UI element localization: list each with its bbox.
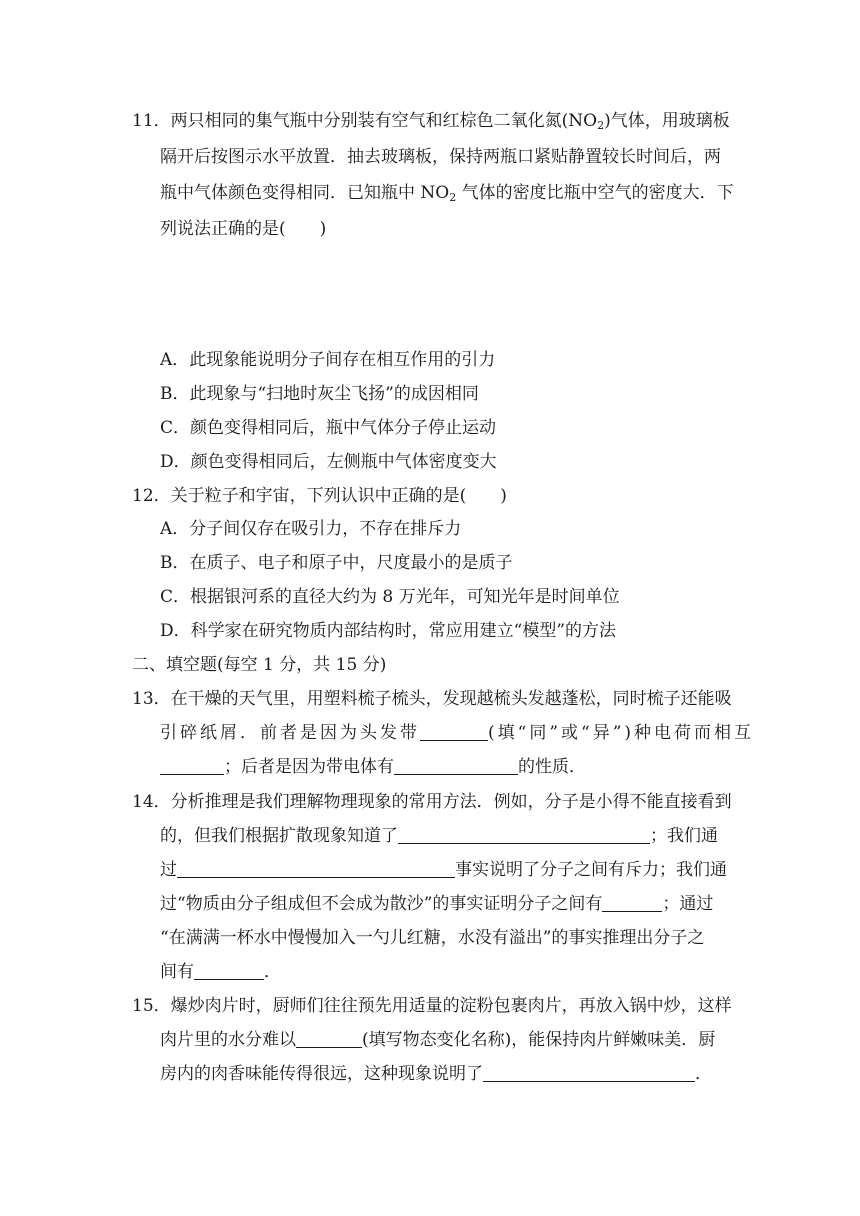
q15-text: ． (695, 1064, 712, 1084)
fill-blank[interactable] (602, 893, 662, 912)
q11-number: 11． (132, 111, 171, 131)
q15-text: (填写物态变化名称)，能保持肉片鲜嫩味美．厨 (362, 1030, 716, 1050)
q14-text: 事实说明了分子之间有斥力；我们通 (455, 860, 727, 880)
fill-blank[interactable] (420, 722, 488, 741)
q13-line-2 (160, 716, 754, 750)
subscript: 2 (597, 119, 605, 132)
q11-line-4 (160, 212, 326, 246)
q13-text: ；后者是因为带电体有 (224, 757, 394, 777)
q14-text: ． (264, 962, 281, 982)
q12-option-c: C．根据银河系的直径大约为 8 万光年，可知光年是时间单位 (160, 587, 620, 607)
q12-option-d: D．科学家在研究物质内部结构时，常应用建立“模型”的方法 (160, 621, 617, 641)
q11-option-a: A．此现象能说明分子间存在相互作用的引力 (160, 350, 496, 370)
q13-text: (填“同”或“异”)种电荷而相互 (488, 723, 755, 743)
q11-line-1 (132, 104, 730, 138)
q11-option-d: D．颜色变得相同后，左侧瓶中气体密度变大 (160, 452, 497, 472)
fill-blank[interactable] (483, 1063, 695, 1082)
q12-stem (132, 479, 507, 513)
q13-text: 的性质． (518, 757, 586, 777)
q11-text: 瓶中气体颜色变得相同．已知瓶中 NO (160, 183, 450, 203)
q14-text: 间有 (160, 962, 194, 982)
fill-blank[interactable] (194, 961, 264, 980)
fill-blank[interactable] (296, 1029, 362, 1048)
q15-line-3 (160, 1057, 712, 1091)
q15-line-2 (160, 1023, 715, 1057)
q15-text: 肉片里的水分难以 (160, 1030, 296, 1050)
q13-line-3 (160, 750, 586, 784)
q12-text: 12．关于粒子和宇宙，下列认识中正确的是( (132, 486, 467, 506)
q15-line-1: 15．爆炒肉片时，厨师们往往预先用适量的淀粉包裹肉片，再放入锅中炒，这样 (132, 996, 732, 1016)
q14-text: 过“物质由分子组成但不会成为散沙”的事实证明分子之间有 (160, 894, 603, 914)
q13-line-1: 13．在干燥的天气里，用塑料梳子梳头，发现越梳头发越蓬松，同时梳子还能吸 (132, 689, 732, 709)
q14-line-4 (160, 887, 713, 921)
q14-line-2 (160, 819, 718, 853)
q11-text: )气体，用玻璃板 (604, 111, 730, 131)
q11-text: 气体的密度比瓶中空气的密度大．下 (456, 183, 734, 203)
fill-blank[interactable] (160, 756, 224, 775)
fill-blank[interactable] (398, 825, 650, 844)
q11-text: 两只相同的集气瓶中分别装有空气和红棕色二氧化氮(NO (170, 111, 598, 131)
q13-text: 引碎纸屑．前者是因为头发带 (160, 723, 420, 743)
q12-option-b: B．在质子、电子和原子中，尺度最小的是质子 (160, 553, 513, 573)
q14-line-3 (160, 853, 727, 887)
q11-option-c: C．颜色变得相同后，瓶中气体分子停止运动 (160, 418, 497, 438)
subscript: 2 (449, 191, 457, 204)
q11-line-2: 隔开后按图示水平放置．抽去玻璃板，保持两瓶口紧贴静置较长时间后，两 (160, 147, 721, 167)
fill-blank[interactable] (177, 859, 455, 878)
q14-text: 过 (160, 860, 177, 880)
q12-text: ) (500, 486, 507, 506)
q11-option-b: B．此现象与“扫地时灰尘飞扬”的成因相同 (160, 384, 479, 404)
q15-text: 房内的肉香味能传得很远，这种现象说明了 (160, 1064, 483, 1084)
q14-text: ；我们通 (650, 826, 718, 846)
q14-line-6 (160, 955, 281, 989)
q14-text: ；通过 (662, 894, 714, 914)
q14-text: 的，但我们根据扩散现象知道了 (160, 826, 398, 846)
q14-line-5: “在满满一杯水中慢慢加入一勺儿红糖，水没有溢出”的事实推理出分子之 (160, 928, 705, 948)
q14-line-1: 14．分析推理是我们理解物理现象的常用方法．例如，分子是小得不能直接看到 (132, 792, 732, 812)
q11-text: 列说法正确的是( (160, 219, 286, 239)
q11-text: ) (319, 219, 327, 239)
q12-option-a: A．分子间仅存在吸引力，不存在排斥力 (160, 519, 462, 539)
q11-line-3 (160, 176, 734, 210)
fill-blank[interactable] (394, 756, 518, 775)
section-heading: 二、填空题(每空 1 分，共 15 分) (132, 655, 387, 675)
